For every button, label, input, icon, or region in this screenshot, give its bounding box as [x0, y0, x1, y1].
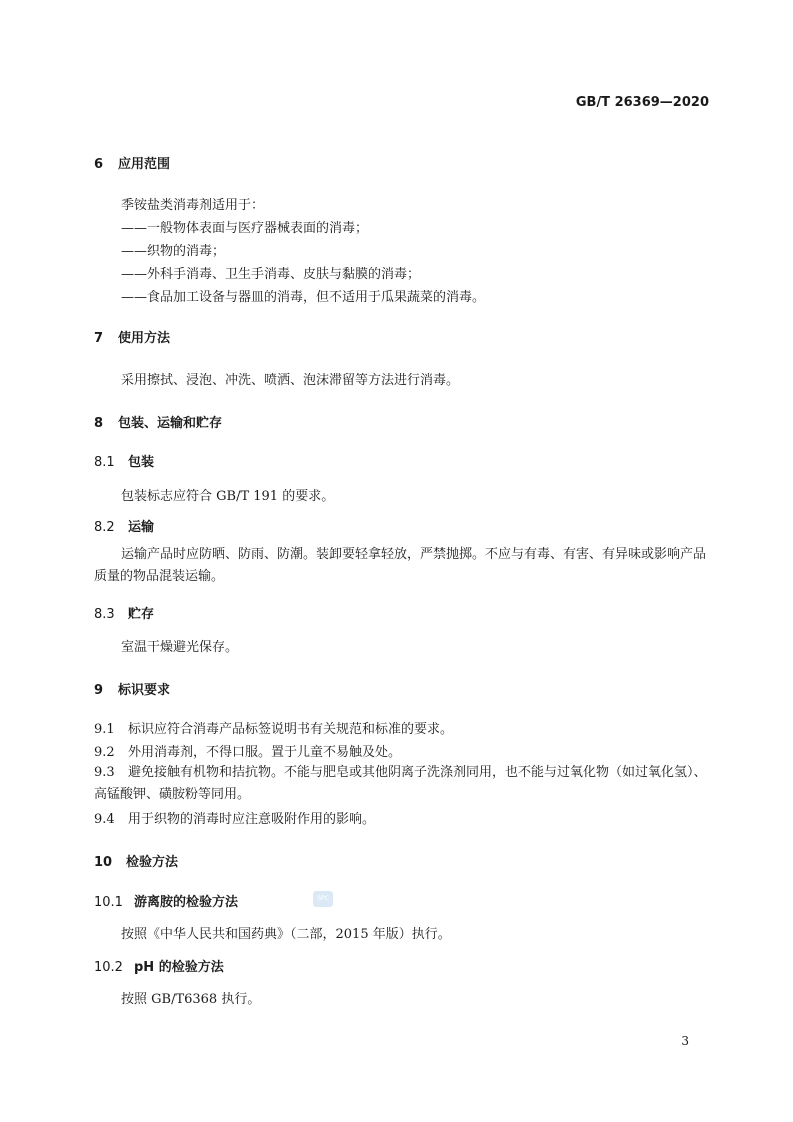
section-10-1-text: 按照《中华人民共和国药典》（二部，2015 年版）执行。	[121, 927, 451, 942]
section-8-1-number: 8.1	[94, 455, 115, 470]
page-number: 3	[681, 1034, 689, 1048]
standard-number: GB/T 26369—2020	[575, 95, 709, 110]
section-7-number: 7	[94, 331, 104, 346]
item-text: 用于织物的消毒时应注意吸附作用的影响。	[128, 812, 376, 827]
list-item	[94, 808, 375, 827]
section-9-heading	[94, 679, 170, 698]
section-9-title: 标识要求	[118, 683, 171, 698]
section-8-3-number: 8.3	[94, 607, 115, 622]
list-item	[94, 718, 453, 737]
section-8-number: 8	[94, 416, 104, 431]
item-number: 9.1	[94, 722, 115, 737]
section-7-title: 使用方法	[118, 331, 171, 346]
section-10-2-number: 10.2	[94, 960, 123, 975]
list-item	[94, 741, 401, 760]
item-number: 9.3	[94, 765, 115, 780]
section-7-heading	[94, 327, 170, 346]
section-7-text: 采用擦拭、浸泡、冲洗、喷洒、泡沫滞留等方法进行消毒。	[121, 373, 460, 388]
item-text: 标识应符合消毒产品标签说明书有关规范和标准的要求。	[128, 722, 454, 737]
section-10-1-title: 游离胺的检验方法	[134, 895, 239, 910]
list-item	[94, 762, 714, 806]
section-10-2-text: 按照 GB/T6368 执行。	[121, 992, 261, 1007]
list-item: ——一般物体表面与医疗器械表面的消毒；	[121, 221, 369, 236]
section-10-2-heading	[94, 956, 224, 975]
section-9-number: 9	[94, 683, 104, 698]
section-6-heading	[94, 153, 170, 172]
item-text: 外用消毒剂，不得口服。置于儿童不易触及处。	[128, 745, 402, 760]
section-8-heading	[94, 412, 222, 431]
spc-watermark-logo: SPC	[313, 891, 333, 907]
section-6-title: 应用范围	[118, 157, 171, 172]
section-8-3-title: 贮存	[128, 607, 155, 622]
section-8-2-heading	[94, 516, 154, 535]
list-item: ——外科手消毒、卫生手消毒、皮肤与黏膜的消毒；	[121, 267, 421, 282]
section-8-1-text: 包装标志应符合 GB/T 191 的要求。	[121, 489, 335, 504]
section-6-intro: 季铵盐类消毒剂适用于：	[121, 198, 265, 213]
section-6-number: 6	[94, 157, 104, 172]
section-10-number: 10	[94, 855, 113, 870]
section-8-2-number: 8.2	[94, 520, 115, 535]
item-number: 9.2	[94, 745, 115, 760]
list-item: ——织物的消毒；	[121, 244, 226, 259]
section-10-1-heading	[94, 891, 238, 910]
section-10-title: 检验方法	[126, 855, 179, 870]
section-8-3-text: 室温干燥避光保存。	[121, 640, 239, 655]
section-8-1-heading	[94, 451, 154, 470]
section-10-2-title: pH 的检验方法	[134, 960, 224, 975]
section-8-2-title: 运输	[128, 520, 155, 535]
section-8-1-title: 包装	[128, 455, 155, 470]
item-number: 9.4	[94, 812, 115, 827]
item-text: 避免接触有机物和拮抗物。不能与肥皂或其他阴离子洗涤剂同用，也不能与过氧化物（如过氧化氢）、高锰酸钾、磺胺粉等同用。	[94, 765, 707, 802]
section-8-3-heading	[94, 603, 154, 622]
section-8-title: 包装、运输和贮存	[118, 416, 223, 431]
section-10-1-number: 10.1	[94, 895, 123, 910]
section-8-2-text: 运输产品时应防晒、防雨、防潮。装卸要轻拿轻放，严禁抛掷。不应与有毒、有害、有异味或影响产品质量的物品混装运输。	[94, 547, 707, 584]
section-10-heading	[94, 851, 178, 870]
list-item: ——食品加工设备与器皿的消毒，但不适用于瓜果蔬菜的消毒。	[121, 290, 486, 305]
